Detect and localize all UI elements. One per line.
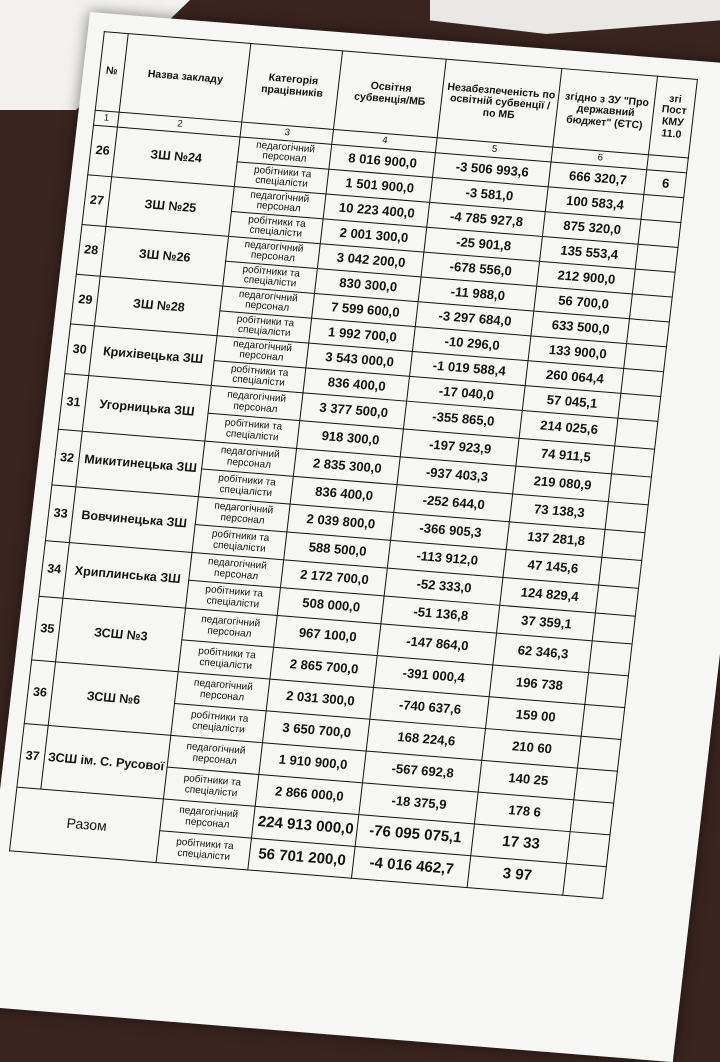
kmu-cell bbox=[602, 530, 645, 561]
col-number: 3 bbox=[241, 122, 334, 144]
kmu-cell bbox=[618, 393, 661, 421]
law-cell: 140 25 bbox=[479, 760, 578, 800]
deficit-cell: -3 506 993,6 bbox=[433, 153, 552, 187]
kmu-cell bbox=[630, 294, 673, 322]
kmu-cell bbox=[571, 800, 615, 835]
school-name: ЗСШ №6 bbox=[48, 662, 178, 736]
row-index: 36 bbox=[24, 660, 55, 726]
deficit-cell: -17 040,0 bbox=[407, 376, 526, 410]
deficit-cell: 168 224,6 bbox=[367, 719, 486, 760]
law-cell: 210 60 bbox=[482, 729, 581, 769]
subvention-cell: 836 400,0 bbox=[291, 476, 398, 512]
category-cell: робітники та спеціалісти bbox=[218, 311, 313, 343]
col-number: 4 bbox=[332, 129, 437, 152]
category-cell: педагогічний персонал bbox=[209, 385, 304, 420]
school-name: Крихівецька ЗШ bbox=[89, 326, 218, 386]
category-cell: робітники та спеціалісти bbox=[171, 704, 266, 743]
deficit-cell: -1 019 588,4 bbox=[410, 351, 529, 385]
subvention-cell: 3 377 500,0 bbox=[300, 393, 407, 429]
law-cell: 260 064,4 bbox=[526, 361, 625, 394]
law-cell: 73 138,3 bbox=[510, 494, 609, 530]
deficit-cell: -740 637,6 bbox=[370, 687, 489, 728]
category-cell: педагогічний персонал bbox=[189, 552, 284, 587]
kmu-cell bbox=[578, 736, 622, 771]
category-cell: робітники та спеціалісти bbox=[179, 640, 274, 679]
budget-table bbox=[9, 31, 698, 899]
school-name: Хриплинська ЗШ bbox=[63, 543, 193, 609]
subvention-cell: 836 400,0 bbox=[303, 368, 410, 401]
subvention-cell: 2 172 700,0 bbox=[281, 560, 388, 596]
header-category: Категорія працівників bbox=[242, 44, 343, 130]
kmu-cell bbox=[606, 502, 649, 533]
deficit-cell: -51 136,8 bbox=[381, 596, 500, 633]
law-cell: 57 045,1 bbox=[523, 386, 622, 419]
category-cell: педагогічний персонал bbox=[232, 187, 327, 219]
subvention-cell: 588 500,0 bbox=[284, 532, 391, 568]
header-subvention: Освітня субвенція/МБ bbox=[334, 51, 447, 138]
deficit-cell: -113 912,0 bbox=[388, 540, 507, 577]
law-cell: 3 97 bbox=[468, 856, 567, 896]
school-name: ЗШ №24 bbox=[112, 127, 241, 187]
header-deficit: Незабезпеченість по освітній субвенції /по МБ bbox=[438, 59, 563, 147]
subvention-cell: 508 000,0 bbox=[278, 588, 385, 624]
kmu-cell bbox=[615, 418, 658, 449]
kmu-cell bbox=[627, 319, 670, 347]
subvention-cell: 8 016 900,0 bbox=[329, 144, 436, 177]
row-index: 27 bbox=[82, 175, 112, 227]
law-cell: 100 583,4 bbox=[546, 187, 645, 220]
subvention-cell: 2 031 300,0 bbox=[267, 679, 374, 719]
category-cell: робітники та спеціалісти bbox=[157, 831, 252, 870]
category-cell: педагогічний персонал bbox=[226, 236, 321, 268]
row-index: 37 bbox=[17, 724, 48, 790]
row-index: 33 bbox=[45, 485, 75, 543]
deficit-cell: -252 644,0 bbox=[394, 485, 513, 522]
document-sheet bbox=[0, 12, 720, 1062]
kmu-cell bbox=[609, 474, 652, 505]
header-name: Назва закладу bbox=[119, 34, 251, 122]
deficit-cell: -25 901,8 bbox=[424, 227, 543, 261]
deficit-cell: -567 692,8 bbox=[363, 751, 482, 792]
kmu-cell bbox=[589, 641, 633, 676]
law-cell: 135 553,4 bbox=[540, 237, 639, 270]
deficit-cell: -4 016 462,7 bbox=[352, 846, 471, 887]
subvention-cell: 1 992 700,0 bbox=[309, 318, 416, 351]
subvention-cell: 967 100,0 bbox=[274, 615, 381, 655]
deficit-cell: -4 785 927,8 bbox=[427, 202, 546, 236]
deficit-cell: -391 000,4 bbox=[374, 656, 493, 697]
kmu-cell bbox=[636, 244, 679, 272]
subvention-cell: 3 543 000,0 bbox=[306, 343, 413, 376]
kmu-cell bbox=[599, 557, 642, 588]
subvention-cell: 1 501 900,0 bbox=[326, 169, 433, 202]
subvention-cell: 2 835 300,0 bbox=[294, 449, 401, 485]
kmu-cell bbox=[639, 219, 682, 247]
subvention-cell: 7 599 600,0 bbox=[312, 293, 419, 326]
subvention-cell: 3 650 700,0 bbox=[263, 711, 370, 751]
deficit-cell: -76 095 075,1 bbox=[356, 815, 475, 856]
deficit-cell: -18 375,9 bbox=[359, 783, 478, 824]
kmu-cell bbox=[633, 269, 676, 297]
category-cell: педагогічний персонал bbox=[168, 735, 263, 774]
deficit-cell: -3 581,0 bbox=[430, 178, 549, 212]
category-cell: робітники та спеціалісти bbox=[164, 767, 259, 806]
category-cell: педагогічний персонал bbox=[160, 799, 255, 838]
law-cell: 875 320,0 bbox=[543, 212, 642, 245]
law-cell: 159 00 bbox=[486, 697, 585, 737]
deficit-cell: -3 297 684,0 bbox=[416, 302, 535, 336]
background-paper-top bbox=[430, 0, 720, 34]
law-cell: 133 900,0 bbox=[528, 336, 627, 369]
category-cell: робітники та спеціалісти bbox=[192, 525, 287, 560]
deficit-cell: -147 864,0 bbox=[378, 624, 497, 665]
kmu-cell bbox=[593, 613, 636, 644]
school-name: ЗШ №25 bbox=[106, 177, 235, 237]
subvention-cell: 224 913 000,0 bbox=[252, 806, 359, 846]
deficit-cell: -937 403,3 bbox=[397, 457, 516, 494]
row-index: 31 bbox=[58, 374, 88, 432]
subvention-cell: 2 866 000,0 bbox=[256, 775, 363, 815]
category-cell: робітники та спеціалісти bbox=[186, 580, 281, 615]
total-label: Разом bbox=[10, 787, 164, 862]
school-rows bbox=[17, 125, 687, 835]
school-name: Микитинецька ЗШ bbox=[76, 431, 206, 497]
row-index: 28 bbox=[76, 225, 106, 277]
subvention-cell: 830 300,0 bbox=[315, 269, 422, 302]
kmu-cell bbox=[585, 673, 629, 708]
subvention-cell: 2 001 300,0 bbox=[321, 219, 428, 252]
law-cell: 47 145,6 bbox=[503, 550, 602, 586]
school-name: Вовчинецька ЗШ bbox=[69, 487, 199, 553]
subvention-cell: 10 223 400,0 bbox=[324, 194, 431, 227]
category-cell: педагогічний персонал bbox=[215, 336, 310, 368]
law-cell: 56 700,0 bbox=[534, 286, 633, 319]
school-name: ЗШ №26 bbox=[100, 226, 229, 286]
law-cell: 666 320,7 bbox=[549, 162, 648, 195]
kmu-cell bbox=[641, 195, 684, 223]
category-cell: робітники та спеціалісти bbox=[223, 261, 318, 293]
law-cell: 74 911,5 bbox=[516, 438, 615, 474]
kmu-cell bbox=[621, 368, 664, 396]
header-no: № bbox=[95, 32, 128, 112]
deficit-cell: -678 556,0 bbox=[421, 252, 540, 286]
category-cell: робітники та спеціалісти bbox=[235, 162, 330, 194]
category-cell: робітники та спеціалісти bbox=[229, 212, 324, 244]
kmu-cell bbox=[582, 704, 626, 739]
category-cell: педагогічний персонал bbox=[220, 286, 315, 318]
col-number: 5 bbox=[436, 138, 553, 162]
col-number: 2 bbox=[117, 112, 242, 137]
deficit-cell: -197 923,9 bbox=[401, 429, 520, 466]
law-cell: 137 281,8 bbox=[507, 522, 606, 558]
law-cell: 196 738 bbox=[490, 665, 589, 705]
kmu-cell bbox=[596, 585, 639, 616]
row-index: 35 bbox=[32, 596, 63, 662]
law-cell: 124 829,4 bbox=[500, 577, 599, 613]
law-cell: 212 900,0 bbox=[537, 261, 636, 294]
category-cell: робітники та спеціалісти bbox=[212, 361, 307, 393]
category-cell: педагогічний персонал bbox=[238, 137, 333, 169]
law-cell: 633 500,0 bbox=[531, 311, 630, 344]
kmu-cell bbox=[567, 832, 611, 867]
col-number: 6 bbox=[551, 147, 648, 170]
row-index: 34 bbox=[39, 541, 69, 599]
deficit-cell: -11 988,0 bbox=[419, 277, 538, 311]
law-cell: 62 346,3 bbox=[493, 633, 592, 673]
category-cell: педагогічний персонал bbox=[202, 441, 297, 476]
category-cell: педагогічний персонал bbox=[196, 497, 291, 532]
category-cell: робітники та спеціалісти bbox=[205, 413, 300, 448]
law-cell: 214 025,6 bbox=[520, 410, 619, 446]
law-cell: 17 33 bbox=[471, 824, 570, 864]
law-cell: 178 6 bbox=[475, 792, 574, 832]
subvention-cell: 3 042 200,0 bbox=[318, 244, 425, 277]
school-name: ЗСШ №3 bbox=[56, 598, 186, 672]
law-cell: 37 359,1 bbox=[497, 605, 596, 641]
kmu-cell bbox=[563, 863, 607, 898]
deficit-cell: -52 333,0 bbox=[385, 568, 504, 605]
deficit-cell: -355 865,0 bbox=[404, 401, 523, 438]
deficit-cell: -366 905,3 bbox=[391, 513, 510, 550]
kmu-cell bbox=[612, 446, 655, 477]
subvention-cell: 2 039 800,0 bbox=[287, 504, 394, 540]
deficit-cell: -10 296,0 bbox=[413, 327, 532, 361]
subvention-cell: 918 300,0 bbox=[297, 421, 404, 457]
law-cell: 219 080,9 bbox=[513, 466, 612, 502]
school-name: Угорницька ЗШ bbox=[82, 376, 212, 442]
kmu-cell bbox=[574, 768, 618, 803]
row-index: 30 bbox=[65, 324, 95, 376]
row-index: 26 bbox=[88, 125, 118, 177]
row-index: 29 bbox=[71, 274, 101, 326]
category-cell: робітники та спеціалісти bbox=[199, 469, 294, 504]
school-name: ЗСШ ім. С. Русової bbox=[41, 725, 171, 799]
header-law: згідно з ЗУ "Про державний бюджет" (ЄТС) bbox=[553, 69, 658, 155]
school-name: ЗШ №28 bbox=[94, 276, 223, 336]
subvention-cell: 1 910 900,0 bbox=[259, 743, 366, 783]
category-cell: педагогічний персонал bbox=[182, 608, 277, 647]
kmu-cell bbox=[624, 344, 667, 372]
kmu-cell: 6 bbox=[644, 170, 687, 198]
subvention-cell: 2 865 700,0 bbox=[270, 647, 377, 687]
row-index: 32 bbox=[52, 429, 82, 487]
header-kmu: згі Пост КМУ 11.0 bbox=[649, 76, 698, 158]
category-cell: педагогічний персонал bbox=[175, 672, 270, 711]
subvention-cell: 56 701 200,0 bbox=[248, 838, 355, 878]
col-number: 1 bbox=[94, 110, 120, 127]
